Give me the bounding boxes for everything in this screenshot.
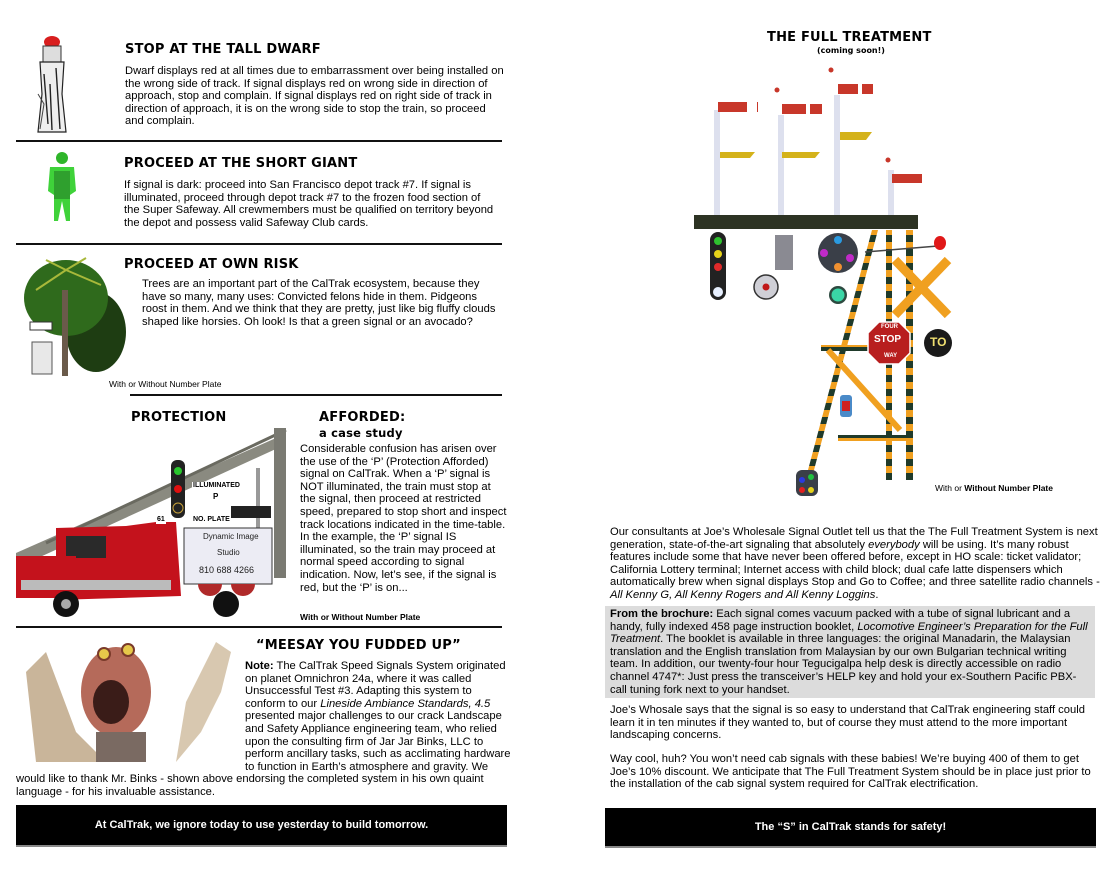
full-treatment-para-4: Way cool, huh? You won’t need cab signals with these babies! We’re buying 400 of them to get Joe’s 10% discount. We anticipate that The Full Treatment System should be in place just prior to the installation of the cab signal system required for CalTrak electrification. — [610, 753, 1091, 791]
note-label: Note: — [245, 660, 274, 672]
section-title-tall-dwarf: STOP AT THE TALL DWARF — [125, 42, 321, 57]
semaphore-arm — [892, 174, 922, 183]
brochure-text-a: Each signal comes vacuum packed with a tube of signal lubricant and a handy, fully indexed 458 page instruction booklet, — [610, 608, 1071, 633]
lantern — [840, 395, 852, 417]
semaphore-arm — [718, 102, 758, 112]
sign-line-1: Dynamic Image — [203, 532, 259, 541]
full-treatment-title: THE FULL TREATMENT — [767, 30, 932, 45]
divider — [16, 626, 502, 628]
coming-soon-subtitle: (coming soon!) — [817, 46, 885, 55]
plate-number-label: 61 — [157, 516, 165, 523]
dwarf-color-light — [796, 470, 818, 496]
truck-signal-photo — [16, 428, 291, 618]
gantry-post — [834, 95, 840, 220]
sign-line-3: 810 688 4266 — [199, 565, 255, 575]
protection-body: Considerable confusion has arisen over the use of the ‘P’ (Protection Afforded) signal on CalTrak. When a ‘P’ signal is NOT illuminated, the train must stop at the signal, then proceed at restricted speed, prepared to stop short and inspect track locations indicated in the time-table. In the example, the ‘P’ signal IS illuminated, so the train may proceed at normal speed according to signal indication. Now, let’s see, if the signal is red, but the ‘P’ is on... — [300, 443, 507, 594]
green-giant-illustration — [44, 151, 80, 223]
section-title-short-giant: PROCEED AT THE SHORT GIANT — [124, 156, 358, 171]
gantry-beam — [694, 215, 918, 229]
protection-caption: With or Without Number Plate — [300, 612, 421, 622]
distant-arm — [720, 152, 755, 158]
meesay-title: “MEESAY YOU FUDDED UP” — [256, 638, 461, 653]
brochure-box — [605, 606, 1095, 698]
para1-end: . — [875, 588, 879, 601]
to-sign-text: TO — [930, 335, 947, 349]
meesay-body-part-2: presented major challenges to our crack Landscape and Safety Appliance engineering team, who relied upon the consulting firm of Jar Jar Binks, LLC to perform ancillary tasks, such as acclimating hardware to function in Earth’s atmosphere and gravity. We would like to thank Mr. Binks - shown above endorsing the completed system in his own quaint language - for his invaluable assistance. — [16, 710, 511, 798]
para1-italic: everybody — [868, 538, 920, 551]
afforded-title: AFFORDED: — [319, 410, 406, 425]
meesay-body-part-1: The CalTrak Speed Signals System originated on planet Omnichron 24a, where it was called Unsuccessful Test #3. Adapting this system to conform to our — [245, 660, 506, 710]
p-label: P — [213, 492, 219, 501]
divider — [16, 243, 502, 245]
divider — [16, 140, 502, 142]
distant-arm — [782, 152, 820, 158]
stop-sign-bottom-text: WAY — [884, 353, 898, 359]
full-treatment-para-3: Joe’s Whosale says that the signal is so easy to understand that CalTrak engineering staff could learn it in ten minutes if they wanted to, but of course they must attend to the more important landscaping concerns. — [610, 704, 1085, 742]
sign-line-2: Studio — [217, 548, 240, 557]
semaphore-arm — [838, 84, 873, 94]
stop-sign-top-text: FOUR — [881, 324, 898, 330]
section-body-tall-dwarf: Dwarf displays red at all times due to embarrassment over being installed on the wrong side of track. If signal displays red on wrong side in direction of approach, stop and complain. If signal displays red on right side of track in direction of approach, it is on the wrong side to stop the train, so proceed and complain. — [125, 65, 504, 128]
right-footer-banner: The “S” in CalTrak stands for safety! — [605, 808, 1096, 848]
brochure-label: From the brochure: — [610, 608, 714, 620]
para1-text-a: Our consultants at Joe’s Wholesale Signal Outlet tell us that the The Full Treatment System is next generation, state-of-the-art signaling that absolutely — [610, 526, 1098, 551]
illuminated-label: ILLUMINATED — [193, 482, 240, 489]
section-body-own-risk: Trees are an important part of the CalTrak ecosystem, because they have so many, many uses: Convicted felons hide in them. Pidgeons roost in them. And we think that they are pretty, just like big fluffy clouds shaped like horsies. Oh look! Is that a green signal or an avocado? — [142, 278, 496, 328]
crossbuck-sign — [895, 260, 948, 315]
full-treatment-signal-illustration — [690, 60, 990, 500]
distant-arm — [840, 132, 872, 140]
section-body-short-giant: If signal is dark: proceed into San Francisco depot track #7. If signal is illuminated, proceed through depot track #7 to the frozen food section of the Super Safeway. All crewmembers must be qualified on territory beyond the depot and possess valid Safeway Club cards. — [124, 179, 494, 229]
brochure-text — [610, 608, 1090, 696]
divider — [130, 394, 502, 396]
caption-plain: With or — [935, 483, 965, 493]
kenny-channels: All Kenny G, All Kenny Rogers and All Kenny Loggins — [610, 588, 876, 601]
para1-text-b: will be using. It’s many robust features include some that have never been offered before, except in HO scale: ticket validator; California Lottery terminal; Internet access with child block; dual cafe latte dispensers which automatically brew when signal displays Stop and Go to Coffee; and three satellite radio channels - — [610, 538, 1100, 589]
case-study-subtitle: a case study — [319, 426, 403, 440]
lineside-standards-title: Lineside Ambiance Standards, 4.5 — [320, 697, 491, 710]
meesay-body-wrap — [16, 660, 511, 799]
gantry-post — [714, 110, 720, 220]
semaphore-arm — [782, 104, 822, 114]
protection-title: PROTECTION — [131, 410, 227, 425]
beacon-light — [934, 236, 946, 250]
full-treatment-para-1 — [610, 526, 1100, 602]
booklet-title: Locomotive Engineer’s Preparation for the Full Treatment — [610, 620, 1088, 646]
dwarf-illustration — [30, 34, 72, 134]
brochure-text-b: . The booklet is available in three languages: the original Manadarin, the Malaysian translation and the English translation from Malaysian by our own Bulgarian technical writing team. In addition, our twenty-four hour Tegucigalpa help desk is directly accessible on radio channel 4747*: Just press the transceiver’s HELP key and hold your ex-Southern Pacific PBX-call tuning fork next to your handset. — [610, 633, 1077, 696]
number-plate-caption: With or Without Number Plate — [109, 379, 222, 389]
gantry-post — [778, 115, 784, 220]
left-footer-banner: At CalTrak, we ignore today to use yesterday to build tomorrow. — [16, 805, 507, 847]
section-title-own-risk: PROCEED AT OWN RISK — [124, 257, 299, 272]
no-plate-label: NO. PLATE — [193, 516, 230, 523]
caption-bold: Without Number Plate — [964, 483, 1053, 493]
full-treatment-caption — [935, 483, 1053, 493]
stop-sign-main-text: STOP — [874, 334, 902, 345]
palm-tree-illustration — [16, 250, 128, 376]
photo-float-spacer — [16, 660, 245, 772]
